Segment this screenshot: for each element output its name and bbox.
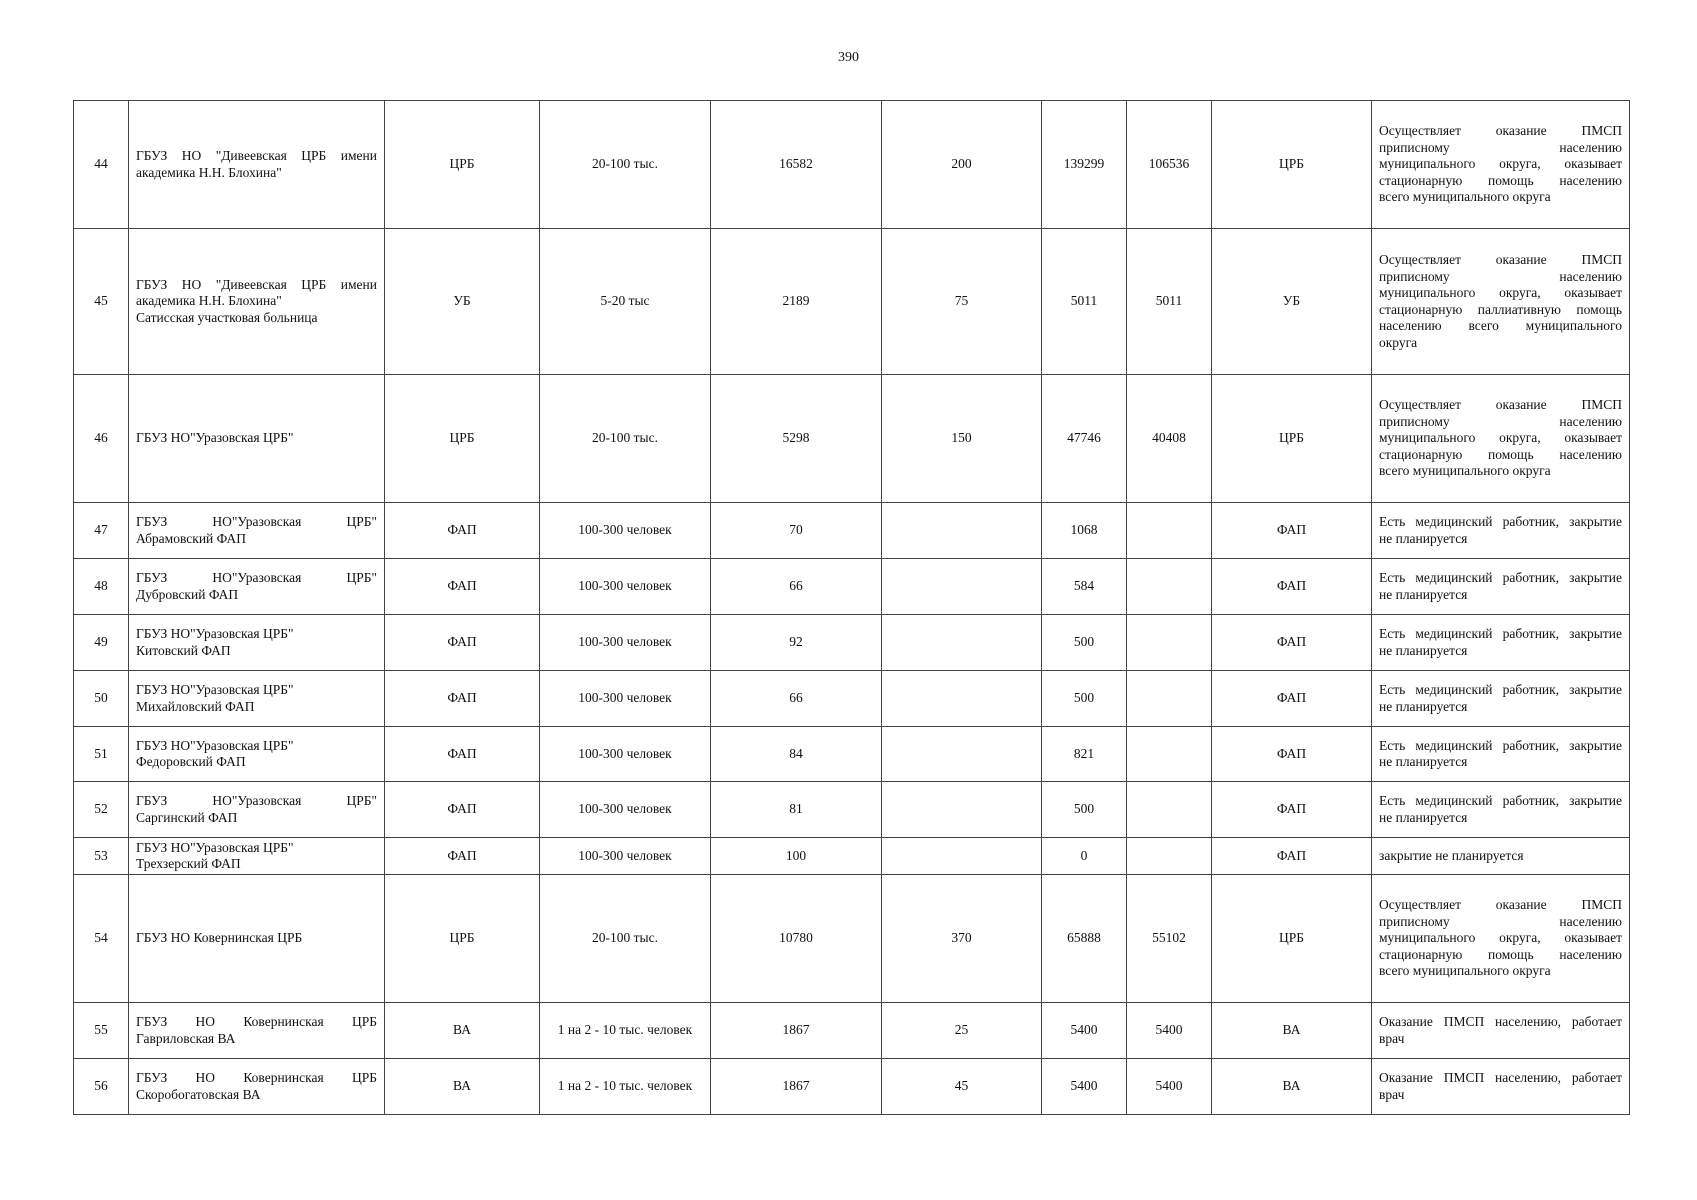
note-line: Есть медицинский работник, закрытие — [1379, 626, 1622, 641]
population-range-cell: 100-300 человек — [540, 727, 711, 782]
facility-type-cell: ФАП — [385, 503, 540, 559]
note-cell — [1372, 101, 1630, 229]
note-line: не планируется — [1379, 698, 1468, 714]
note-line: приписному населению — [1379, 268, 1622, 284]
facility-type-cell: ВА — [385, 1003, 540, 1059]
table-row — [74, 101, 1630, 229]
population-range-cell: 20-100 тыс. — [540, 875, 711, 1003]
note-line: Есть медицинский работник, закрытие — [1379, 682, 1622, 697]
population-range-cell: 100-300 человек — [540, 838, 711, 875]
organization-cell — [129, 838, 385, 875]
facility-type-cell: ВА — [385, 1059, 540, 1115]
note-line: муниципального округа, оказывает — [1379, 285, 1622, 300]
facility-type-target-cell: ВА — [1212, 1059, 1372, 1115]
row-number-cell: 55 — [74, 1003, 129, 1059]
facility-type-target-cell: ФАП — [1212, 503, 1372, 559]
population-count-cell: 1867 — [711, 1059, 882, 1115]
population-range-cell: 100-300 человек — [540, 671, 711, 727]
facility-type-cell: ЦРБ — [385, 101, 540, 229]
population-count-cell: 5298 — [711, 375, 882, 503]
organization-cell — [129, 727, 385, 782]
table-row — [74, 559, 1630, 615]
note-line: приписному населению — [1379, 413, 1622, 429]
facility-type-cell: ФАП — [385, 782, 540, 838]
value-1-cell: 65888 — [1042, 875, 1127, 1003]
value-2-cell: 40408 — [1127, 375, 1212, 503]
organization-cell — [129, 101, 385, 229]
organization-line: Гавриловская ВА — [136, 1030, 236, 1046]
facility-type-target-cell: ЦРБ — [1212, 875, 1372, 1003]
organization-line: академика Н.Н. Блохина" — [136, 293, 282, 309]
table-row — [74, 1003, 1630, 1059]
note-line: Есть медицинский работник, закрытие — [1379, 737, 1622, 753]
organization-line: ГБУЗ НО Ковернинская ЦРБ — [136, 1070, 377, 1085]
note-line: всего муниципального округа — [1379, 963, 1551, 979]
organization-cell — [129, 375, 385, 503]
table-row — [74, 671, 1630, 727]
row-number-cell: 46 — [74, 375, 129, 503]
table-row — [74, 503, 1630, 559]
table-row — [74, 782, 1630, 838]
facility-type-cell: ФАП — [385, 671, 540, 727]
population-count-cell: 100 — [711, 838, 882, 875]
beds-count-cell: 200 — [882, 101, 1042, 229]
facility-type-cell: ФАП — [385, 615, 540, 671]
organization-line: Скоробогатовская ВА — [136, 1086, 261, 1102]
population-count-cell: 16582 — [711, 101, 882, 229]
note-cell — [1372, 782, 1630, 838]
organization-line: Саргинский ФАП — [136, 809, 238, 825]
organization-line: Федоровский ФАП — [136, 754, 246, 769]
population-range-cell: 100-300 человек — [540, 615, 711, 671]
note-cell — [1372, 1059, 1630, 1115]
beds-count-cell — [882, 559, 1042, 615]
organization-cell — [129, 503, 385, 559]
beds-count-cell — [882, 671, 1042, 727]
value-2-cell: 106536 — [1127, 101, 1212, 229]
note-cell — [1372, 559, 1630, 615]
note-line: Есть медицинский работник, закрытие — [1379, 514, 1622, 529]
population-count-cell: 92 — [711, 615, 882, 671]
note-line: стационарную паллиативную помощь — [1379, 301, 1622, 317]
value-2-cell — [1127, 782, 1212, 838]
organization-line: ГБУЗ НО"Уразовская ЦРБ" — [136, 514, 377, 529]
beds-count-cell: 25 — [882, 1003, 1042, 1059]
organization-line: Дубровский ФАП — [136, 586, 239, 602]
value-2-cell — [1127, 615, 1212, 671]
value-2-cell: 55102 — [1127, 875, 1212, 1003]
facility-type-target-cell: ЦРБ — [1212, 101, 1372, 229]
note-line: не планируется — [1379, 642, 1468, 658]
table-row — [74, 875, 1630, 1003]
value-2-cell — [1127, 559, 1212, 615]
note-cell — [1372, 1003, 1630, 1059]
value-1-cell: 500 — [1042, 615, 1127, 671]
row-number-cell: 54 — [74, 875, 129, 1003]
row-number-cell: 52 — [74, 782, 129, 838]
value-1-cell: 5400 — [1042, 1059, 1127, 1115]
note-cell — [1372, 615, 1630, 671]
population-range-cell: 20-100 тыс. — [540, 101, 711, 229]
note-line: врач — [1379, 1030, 1405, 1046]
value-1-cell: 5011 — [1042, 229, 1127, 375]
note-line: не планируется — [1379, 530, 1468, 546]
beds-count-cell: 370 — [882, 875, 1042, 1003]
population-range-cell: 100-300 человек — [540, 782, 711, 838]
note-line: Осуществляет оказание ПМСП — [1379, 897, 1622, 913]
row-number-cell: 50 — [74, 671, 129, 727]
population-range-cell: 20-100 тыс. — [540, 375, 711, 503]
facility-type-target-cell: ФАП — [1212, 615, 1372, 671]
table-row — [74, 375, 1630, 503]
value-1-cell: 1068 — [1042, 503, 1127, 559]
organization-line: ГБУЗ НО"Уразовская ЦРБ" — [136, 737, 294, 753]
table-row — [74, 615, 1630, 671]
value-1-cell: 821 — [1042, 727, 1127, 782]
table-row — [74, 229, 1630, 375]
population-range-cell: 1 на 2 - 10 тыс. человек — [540, 1003, 711, 1059]
note-line: Осуществляет оказание ПМСП — [1379, 123, 1622, 139]
organization-cell — [129, 671, 385, 727]
facility-type-cell: ФАП — [385, 838, 540, 875]
note-cell — [1372, 838, 1630, 875]
note-line: стационарную помощь населению — [1379, 446, 1622, 462]
beds-count-cell — [882, 727, 1042, 782]
table-body — [74, 101, 1630, 1115]
value-1-cell: 584 — [1042, 559, 1127, 615]
organization-line: Сатисская участковая больница — [136, 309, 318, 325]
beds-count-cell — [882, 782, 1042, 838]
organization-line: ГБУЗ НО Ковернинская ЦРБ — [136, 930, 303, 946]
population-count-cell: 70 — [711, 503, 882, 559]
organization-cell — [129, 1003, 385, 1059]
beds-count-cell — [882, 838, 1042, 875]
note-line: округа — [1379, 334, 1418, 350]
facility-type-target-cell: УБ — [1212, 229, 1372, 375]
table-row — [74, 727, 1630, 782]
value-1-cell: 500 — [1042, 782, 1127, 838]
organization-line: Китовский ФАП — [136, 642, 231, 658]
table-row — [74, 838, 1630, 875]
value-2-cell: 5400 — [1127, 1003, 1212, 1059]
row-number-cell: 48 — [74, 559, 129, 615]
note-cell — [1372, 671, 1630, 727]
note-cell — [1372, 229, 1630, 375]
value-2-cell — [1127, 503, 1212, 559]
organization-line: Абрамовский ФАП — [136, 530, 246, 546]
facility-type-target-cell: ФАП — [1212, 838, 1372, 875]
population-count-cell: 2189 — [711, 229, 882, 375]
value-1-cell: 0 — [1042, 838, 1127, 875]
note-line: приписному населению — [1379, 913, 1622, 929]
note-line: не планируется — [1379, 586, 1468, 602]
note-line: не планируется — [1379, 809, 1468, 825]
row-number-cell: 51 — [74, 727, 129, 782]
note-line: всего муниципального округа — [1379, 463, 1551, 479]
organization-line: Трехзерский ФАП — [136, 856, 241, 871]
facilities-table — [73, 100, 1630, 1115]
note-cell — [1372, 503, 1630, 559]
organization-cell — [129, 615, 385, 671]
population-count-cell: 84 — [711, 727, 882, 782]
note-line: Осуществляет оказание ПМСП — [1379, 397, 1622, 413]
population-count-cell: 81 — [711, 782, 882, 838]
organization-line: ГБУЗ НО "Дивеевская ЦРБ имени — [136, 148, 377, 163]
note-line: не планируется — [1379, 754, 1468, 769]
facility-type-target-cell: ФАП — [1212, 727, 1372, 782]
organization-cell — [129, 1059, 385, 1115]
note-line: Осуществляет оказание ПМСП — [1379, 252, 1622, 267]
organization-line: ГБУЗ НО Ковернинская ЦРБ — [136, 1014, 377, 1029]
value-1-cell: 500 — [1042, 671, 1127, 727]
organization-line: ГБУЗ НО"Уразовская ЦРБ" — [136, 682, 294, 697]
facility-type-target-cell: ФАП — [1212, 559, 1372, 615]
population-range-cell: 100-300 человек — [540, 503, 711, 559]
value-1-cell: 47746 — [1042, 375, 1127, 503]
note-line: всего муниципального округа — [1379, 189, 1551, 205]
facility-type-cell: ЦРБ — [385, 375, 540, 503]
organization-cell — [129, 229, 385, 375]
beds-count-cell: 75 — [882, 229, 1042, 375]
organization-line: ГБУЗ НО"Уразовская ЦРБ" — [136, 430, 294, 446]
value-2-cell — [1127, 671, 1212, 727]
organization-line: ГБУЗ НО"Уразовская ЦРБ" — [136, 793, 377, 808]
population-range-cell: 1 на 2 - 10 тыс. человек — [540, 1059, 711, 1115]
note-line: населению всего муниципального — [1379, 318, 1622, 333]
organization-line: ГБУЗ НО"Уразовская ЦРБ" — [136, 626, 294, 641]
facility-type-cell: ФАП — [385, 559, 540, 615]
population-range-cell: 5-20 тыс — [540, 229, 711, 375]
note-line: Есть медицинский работник, закрытие — [1379, 793, 1622, 808]
value-1-cell: 139299 — [1042, 101, 1127, 229]
organization-line: ГБУЗ НО"Уразовская ЦРБ" — [136, 570, 377, 585]
beds-count-cell: 150 — [882, 375, 1042, 503]
organization-line: Михайловский ФАП — [136, 698, 255, 714]
facility-type-cell: УБ — [385, 229, 540, 375]
facility-type-target-cell: ФАП — [1212, 782, 1372, 838]
row-number-cell: 47 — [74, 503, 129, 559]
facility-type-target-cell: ФАП — [1212, 671, 1372, 727]
note-line: Оказание ПМСП населению, работает — [1379, 1070, 1622, 1085]
note-line: врач — [1379, 1086, 1405, 1102]
note-cell — [1372, 875, 1630, 1003]
note-line: стационарную помощь населению — [1379, 172, 1622, 188]
value-2-cell — [1127, 727, 1212, 782]
population-count-cell: 66 — [711, 559, 882, 615]
value-2-cell: 5400 — [1127, 1059, 1212, 1115]
row-number-cell: 44 — [74, 101, 129, 229]
note-line: муниципального округа, оказывает — [1379, 930, 1622, 946]
note-line: муниципального округа, оказывает — [1379, 156, 1622, 172]
population-count-cell: 1867 — [711, 1003, 882, 1059]
note-line: закрытие не планируется — [1379, 847, 1524, 863]
beds-count-cell — [882, 615, 1042, 671]
note-line: приписному населению — [1379, 139, 1622, 155]
note-cell — [1372, 375, 1630, 503]
note-line: стационарную помощь населению — [1379, 946, 1622, 962]
facility-type-cell: ЦРБ — [385, 875, 540, 1003]
population-count-cell: 10780 — [711, 875, 882, 1003]
population-count-cell: 66 — [711, 671, 882, 727]
note-cell — [1372, 727, 1630, 782]
row-number-cell: 49 — [74, 615, 129, 671]
organization-cell — [129, 559, 385, 615]
value-1-cell: 5400 — [1042, 1003, 1127, 1059]
beds-count-cell — [882, 503, 1042, 559]
page-number: 390 — [838, 50, 859, 65]
row-number-cell: 53 — [74, 838, 129, 875]
organization-cell — [129, 875, 385, 1003]
note-line: муниципального округа, оказывает — [1379, 430, 1622, 446]
value-2-cell — [1127, 838, 1212, 875]
facility-type-target-cell: ВА — [1212, 1003, 1372, 1059]
organization-cell — [129, 782, 385, 838]
facility-type-cell: ФАП — [385, 727, 540, 782]
facility-type-target-cell: ЦРБ — [1212, 375, 1372, 503]
beds-count-cell: 45 — [882, 1059, 1042, 1115]
organization-line: ГБУЗ НО "Дивеевская ЦРБ имени — [136, 276, 377, 292]
population-range-cell: 100-300 человек — [540, 559, 711, 615]
organization-line: академика Н.Н. Блохина" — [136, 164, 282, 180]
table-row — [74, 1059, 1630, 1115]
row-number-cell: 56 — [74, 1059, 129, 1115]
note-line: Оказание ПМСП населению, работает — [1379, 1014, 1622, 1029]
note-line: Есть медицинский работник, закрытие — [1379, 570, 1622, 585]
value-2-cell: 5011 — [1127, 229, 1212, 375]
organization-line: ГБУЗ НО"Уразовская ЦРБ" — [136, 839, 294, 855]
row-number-cell: 45 — [74, 229, 129, 375]
